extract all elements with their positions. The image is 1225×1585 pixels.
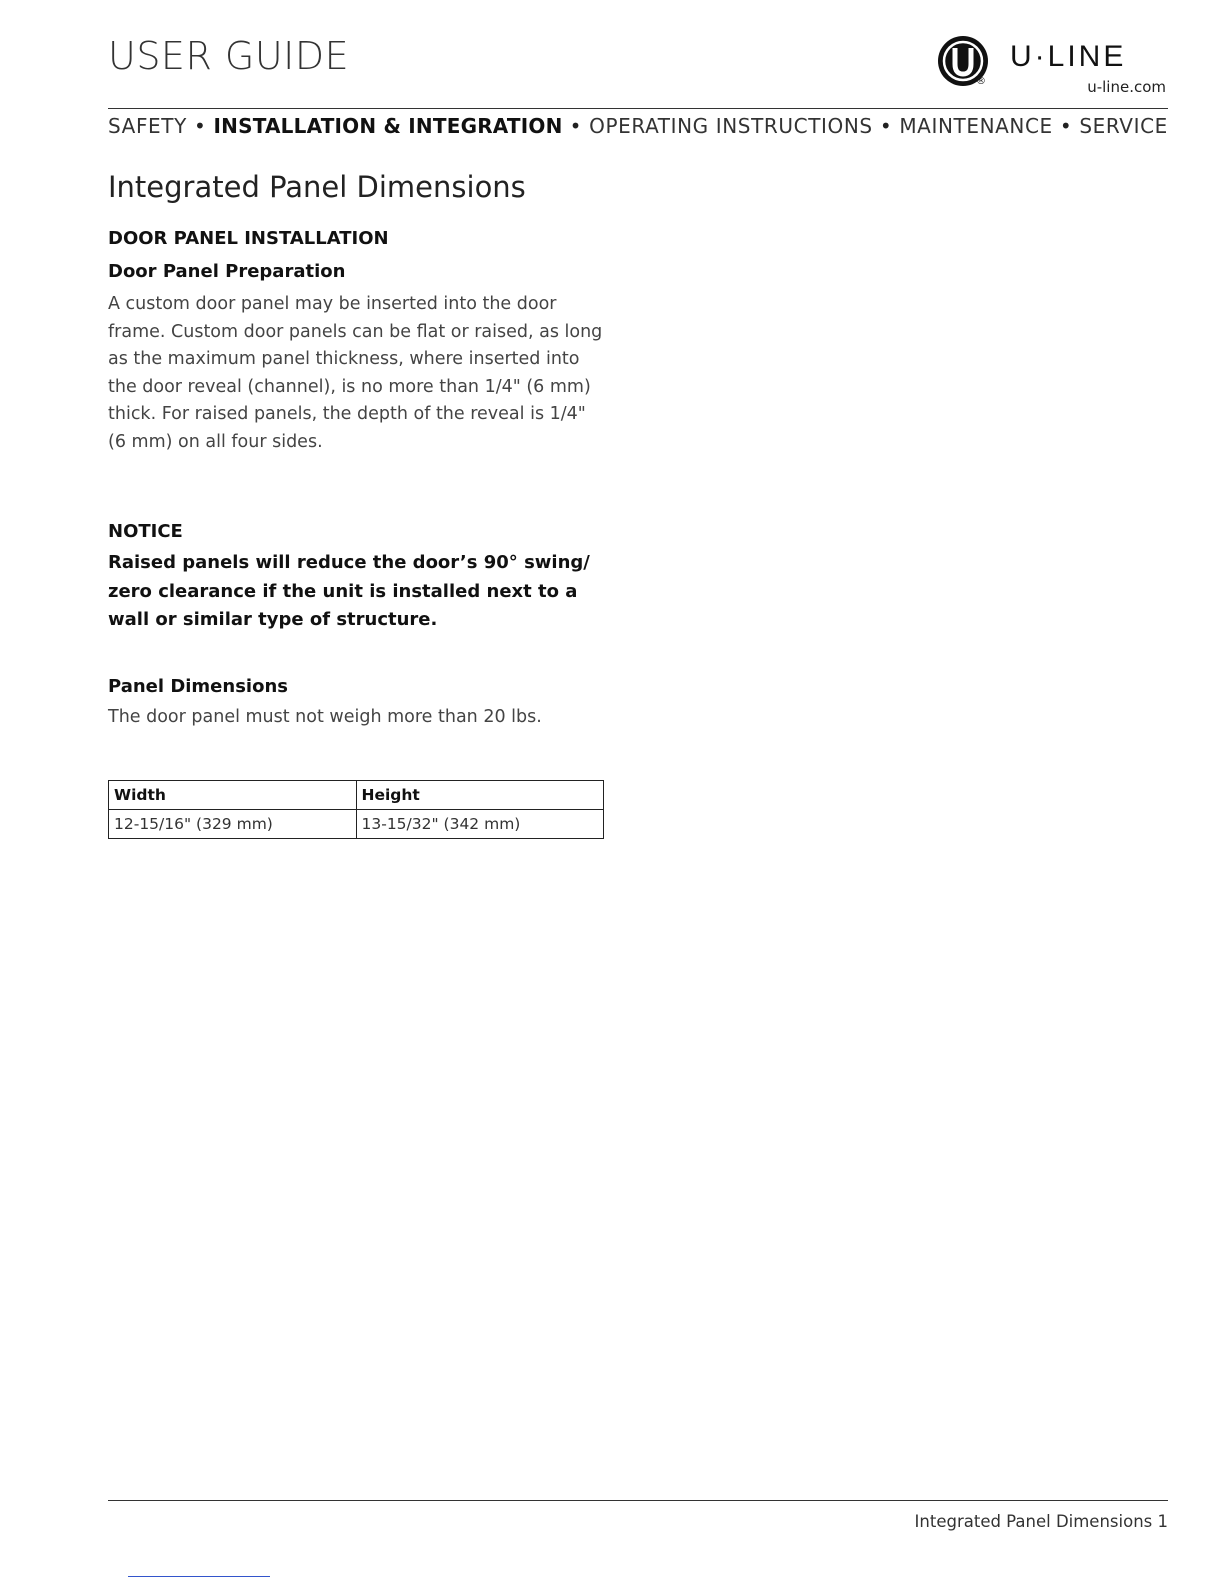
table-row [109, 810, 604, 839]
registered-mark: ® [976, 76, 986, 87]
nav-separator: • [194, 114, 207, 138]
table-cell-width: 12-15/16" (329 mm) [109, 810, 357, 839]
notice-label: NOTICE [108, 521, 183, 542]
u-line-logo [936, 34, 1166, 96]
nav-item-maintenance[interactable]: MAINTENANCE [899, 114, 1053, 138]
nav-item-safety[interactable]: SAFETY [108, 114, 187, 138]
panel-weight-text: The door panel must not weigh more than 20 lbs. [108, 707, 542, 727]
table-header-row [109, 781, 604, 810]
nav-item-service[interactable]: SERVICE [1079, 114, 1168, 138]
nav-separator: • [569, 114, 583, 138]
logo-wordmark: U·LINE [1010, 40, 1127, 73]
nav-item-installation-integration[interactable]: INSTALLATION & INTEGRATION [213, 114, 563, 138]
preparation-paragraph: A custom door panel may be inserted into the door frame. Custom door panels can be flat or raised, as long as the maximum panel thickness, where inserted into the door reveal (channel), is no more than 1/4" (6 mm) thick. For raised panels, the depth of the reveal is 1/4" (6 mm) on all four sides. [108, 294, 603, 452]
section-title: Integrated Panel Dimensions [108, 170, 526, 204]
nav-separator: • [1059, 114, 1073, 138]
door-panel-preparation-heading: Door Panel Preparation [108, 261, 346, 282]
panel-dimensions-table [108, 780, 604, 839]
notice-text: Raised panels will reduce the door’s 90° swing/ zero clearance if the unit is installed next to a wall or similar type of structure. [108, 552, 590, 630]
section-nav [108, 114, 1168, 138]
page-footer: Integrated Panel Dimensions 1 [914, 1512, 1168, 1531]
table-header-height: Height [356, 781, 604, 810]
header-divider [108, 108, 1168, 109]
document-title: USER GUIDE [108, 34, 350, 78]
nav-item-operating-instructions[interactable]: OPERATING INSTRUCTIONS [589, 114, 873, 138]
website-url: u-line.com [1087, 78, 1166, 96]
panel-dimensions-heading: Panel Dimensions [108, 676, 288, 697]
nav-separator: • [879, 114, 893, 138]
footer-divider [108, 1500, 1168, 1501]
table-header-width: Width [109, 781, 357, 810]
table-cell-height: 13-15/32" (342 mm) [356, 810, 604, 839]
footer-link-underline [128, 1576, 270, 1577]
door-panel-installation-heading: DOOR PANEL INSTALLATION [108, 228, 389, 249]
